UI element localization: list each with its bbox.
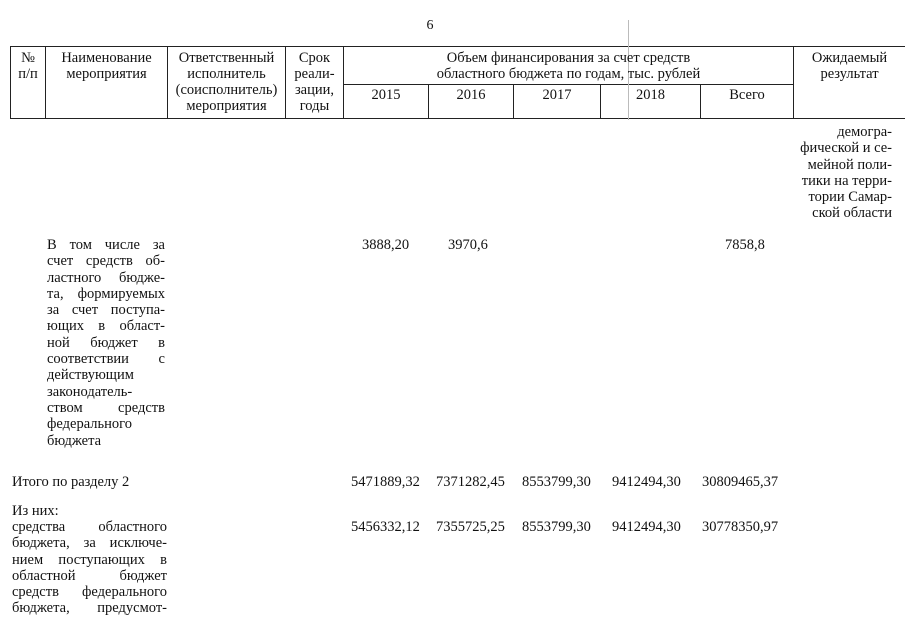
header-year-2015: 2015	[371, 87, 401, 103]
row-of-which-total: 30778350,97	[702, 519, 779, 535]
row-of-which-2018: 9412494,30	[612, 519, 681, 535]
row-total-2016: 7371282,45	[436, 474, 505, 490]
header-col-num: № п/п	[18, 50, 38, 82]
row-total-2015: 5471889,32	[351, 474, 420, 490]
row-federal-2016: 3970,6	[448, 237, 488, 253]
page-number: 6	[426, 18, 434, 33]
row-of-which-label: средства областного бюджета, за исключе- нием поступающих в областной бюджет средств федерального бюджета, предусмот-	[12, 519, 167, 617]
row-of-which-2015: 5456332,12	[351, 519, 420, 535]
row-total-all: 30809465,37	[702, 474, 779, 490]
row-federal-label: В том числе за счет средств об- ластного бюдже- та, формируемых за счет поступа- ющих в област- ной бюджет в соответствии с действующим законодатель- ством средств федерального бюджета	[47, 237, 165, 449]
expected-result-text: демогра- фической и се- мейной поли- тики на терри- тории Самар- ской области	[800, 124, 892, 222]
header-col-executor: Ответственный исполнитель (соисполнитель) мероприятия	[175, 50, 278, 114]
row-total-2018: 9412494,30	[612, 474, 681, 490]
header-year-2017: 2017	[542, 87, 572, 103]
row-of-which-2017: 8553799,30	[522, 519, 591, 535]
row-federal-2015: 3888,20	[362, 237, 410, 253]
row-total-label: Итого по разделу 2	[12, 474, 130, 490]
row-of-which-2016: 7355725,25	[436, 519, 505, 535]
row-federal-total: 7858,8	[725, 237, 765, 253]
header-col-result: Ожидаемый результат	[811, 50, 888, 82]
header-col-finance: Объем финансирования за счет средств областного бюджета по годам, тыс. рублей	[436, 50, 701, 82]
header-year-total: Всего	[729, 87, 765, 103]
row-of-which-heading: Из них:	[12, 503, 59, 519]
header-year-2016: 2016	[456, 87, 486, 103]
header-year-2018: 2018	[636, 87, 665, 103]
header-col-name: Наименование мероприятия	[61, 50, 152, 82]
header-col-term: Срок реали- зации, годы	[294, 50, 335, 114]
row-total-2017: 8553799,30	[522, 474, 591, 490]
